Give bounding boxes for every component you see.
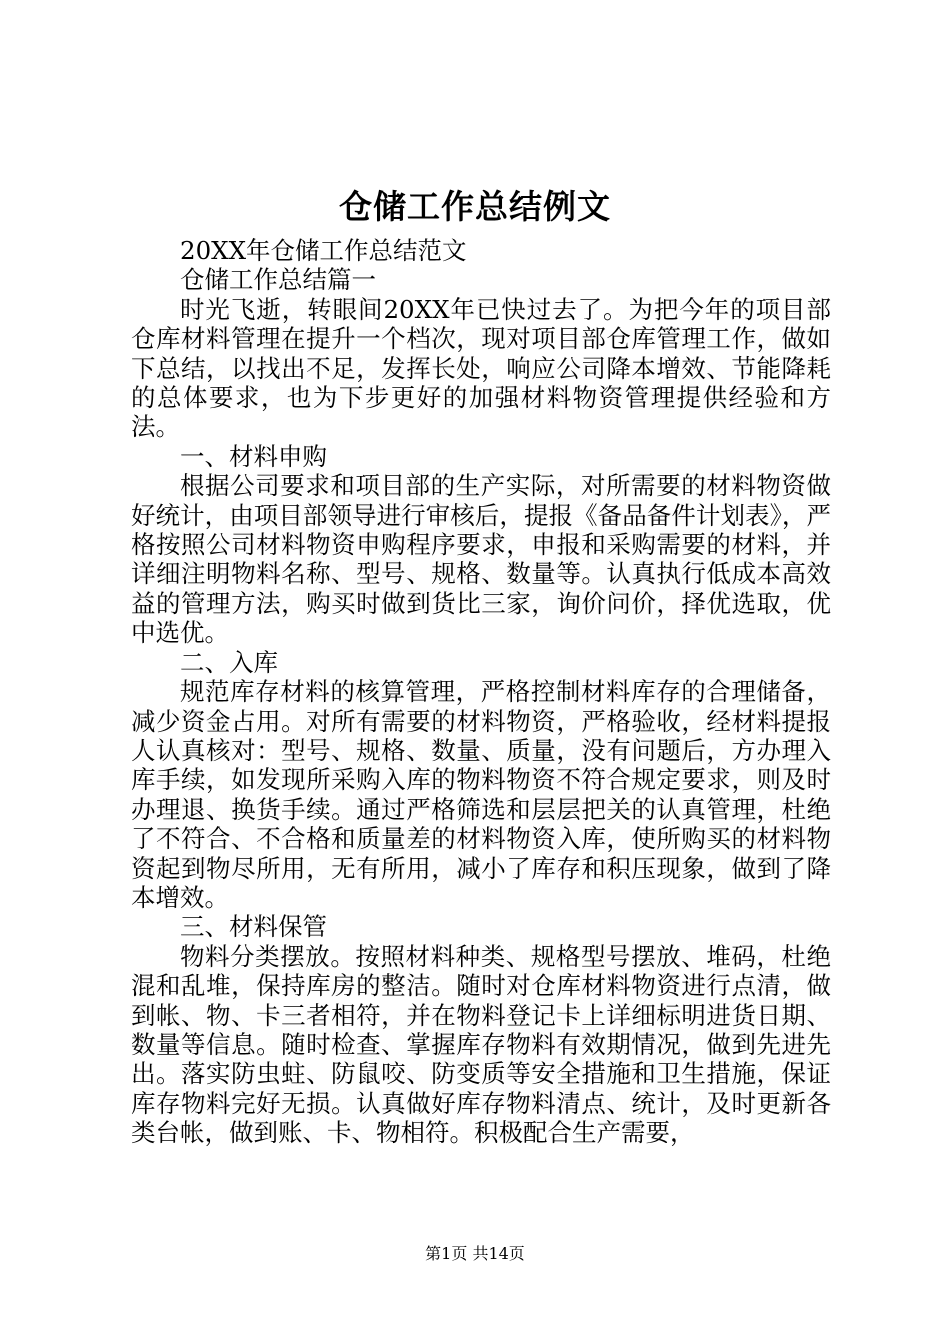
heading-warehousing: 二、入库 bbox=[180, 647, 278, 677]
paragraph-subtitle: 20XX年仓储工作总结范文 bbox=[180, 236, 467, 265]
page-footer: 第1页 共14页 bbox=[425, 1244, 525, 1263]
document-title: 仓储工作总结例文 bbox=[339, 187, 611, 226]
paragraph-intro: 时光飞逝，转眼间20XX年已快过去了。为把今年的项目部仓库材料管理在提升一个档次，现对项目部仓库管理工作，做如下总结，以找出不足，发挥长处，响应公司降本增效、节能降耗的总体要求，也为下步更好的加强材料物资管理提供经验和方法。 bbox=[131, 294, 831, 442]
document-body bbox=[131, 236, 831, 1148]
paragraph-section-heading: 仓储工作总结篇一 bbox=[180, 265, 376, 295]
paragraph-material-storage: 物料分类摆放。按照材料种类、规格型号摆放、堆码，杜绝混和乱堆，保持库房的整洁。随时对仓库材料物资进行点清，做到帐、物、卡三者相符，并在物料登记卡上详细标明进货日期、数量等信息。随时检查、掌握库存物料有效期情况，做到先进先出。落实防虫蛀、防鼠咬、防变质等安全措施和卫生措施，保证库存物料完好无损。认真做好库存物料清点、统计，及时更新各类台帐，做到账、卡、物相符。积极配合生产需要， bbox=[131, 941, 831, 1148]
heading-material-storage: 三、材料保管 bbox=[180, 912, 327, 942]
paragraph-material-purchase: 根据公司要求和项目部的生产实际，对所需要的材料物资做好统计，由项目部领导进行审核后，提报《备品备件计划表》，严格按照公司材料物资申购程序要求，申报和采购需要的材料，并详细注明物料名称、型号、规格、数量等。认真执行低成本高效益的管理方法，购买时做到货比三家，询价问价，择优选取，优中选优。 bbox=[131, 471, 831, 648]
paragraph-warehousing: 规范库存材料的核算管理，严格控制材料库存的合理储备，减少资金占用。对所有需要的材料物资，严格验收，经材料提报人认真核对：型号、规格、数量、质量，没有问题后，方办理入库手续，如发现所采购入库的物料物资不符合规定要求，则及时办理退、换货手续。通过严格筛选和层层把关的认真管理，杜绝了不符合、不合格和质量差的材料物资入库，使所购买的材料物资起到物尽所用，无有所用，减小了库存和积压现象，做到了降本增效。 bbox=[131, 677, 831, 912]
heading-material-purchase: 一、材料申购 bbox=[180, 441, 327, 471]
